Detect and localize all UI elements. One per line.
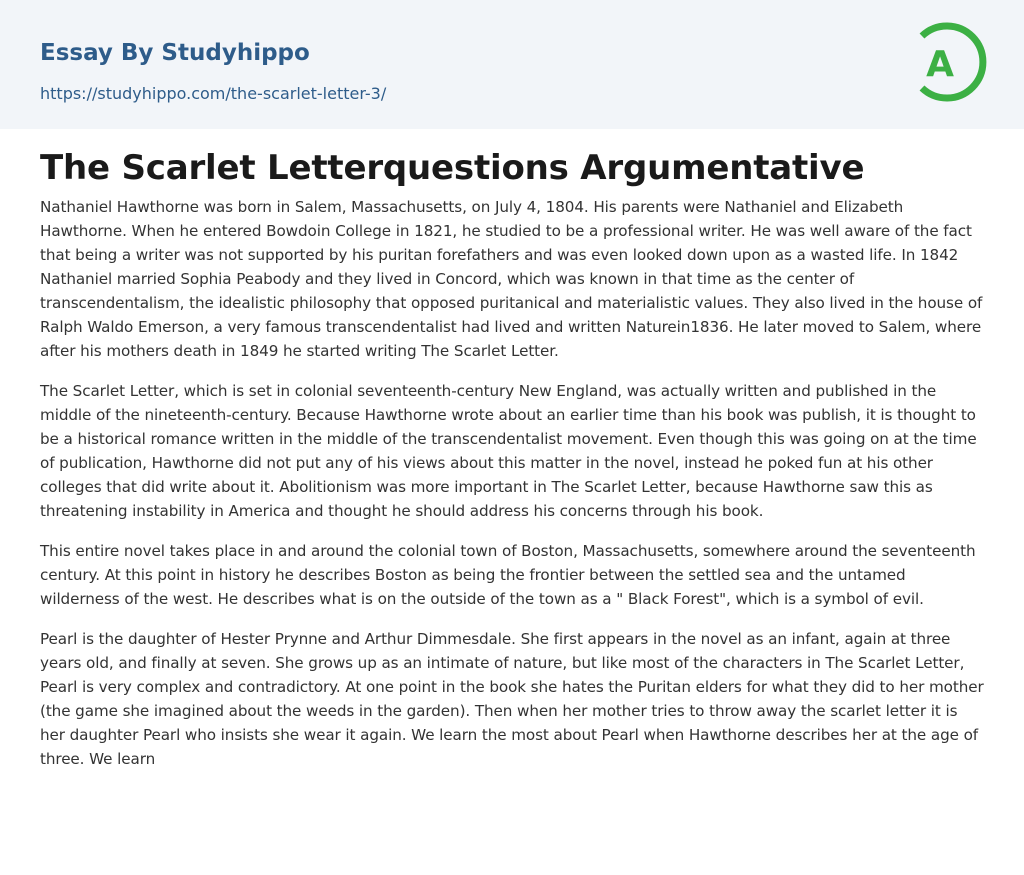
paragraph-3: This entire novel takes place in and around the colonial town of Boston, Massachusetts, somewhere around the seventeenth century. At this point in history he describes Boston as being the frontier between the settled sea and the untamed wilderness of the west. He describes what is on the outside of the town as a " Black Forest", which is a symbol of evil. bbox=[40, 542, 976, 608]
paragraph-4: Pearl is the daughter of Hester Prynne and Arthur Dimmesdale. She first appears in the novel as an infant, again at three years old, and finally at seven. She grows up as an intimate of nature, but like most of the characters in The Scarlet Letter, Pearl is very complex and contradictory. At one point in the book she hates the Puritan elders for what they did to her mother (the game she imagined about the weeds in the garden). Then when her mother tries to throw away the scarlet letter it is her daughter Pearl who insists she wear it again. We learn the most about Pearl when Hawthorne describes her at the age of three. We learn bbox=[40, 630, 984, 768]
logo-letter: A bbox=[926, 44, 954, 85]
paragraph-1: Nathaniel Hawthorne was born in Salem, Massachusetts, on July 4, 1804. His parents were Nathaniel and Elizabeth Hawthorne. When he entered Bowdoin College in 1821, he studied to be a professional writer. He was well aware of the fact that being a writer was not supported by his puritan forefathers and was even looked down upon as a wasted life. In 1842 Nathaniel married Sophia Peabody and they lived in Concord, which was known in that time as the center of transcendentalism, the idealistic philosophy that opposed puritanical and materialistic values. They also lived in the house of Ralph Waldo Emerson, a very famous transcendentalist had lived and written Naturein1836. He later moved to Salem, where after his mothers death in 1849 he started writing The Scarlet Letter. bbox=[40, 198, 983, 360]
paragraph-2: The Scarlet Letter, which is set in colonial seventeenth-century New England, was actually written and published in the middle of the nineteenth-century. Because Hawthorne wrote about an earlier time than his book was publish, it is thought to be a historical romance written in the middle of the transcendentalist movement. Even though this was going on at the time of publication, Hawthorne did not put any of his views about this matter in the novel, instead he poked fun at his other colleges that did write about it. Abolitionism was more important in The Scarlet Letter, because Hawthorne saw this as threatening instability in America and thought he should address his concerns through his book. bbox=[40, 382, 977, 520]
site-header bbox=[0, 0, 1024, 129]
article-body bbox=[0, 129, 1024, 771]
studyhippo-logo-icon[interactable] bbox=[912, 18, 988, 106]
source-url-link[interactable]: https://studyhippo.com/the-scarlet-letter-3/ bbox=[40, 84, 387, 103]
page-title: The Scarlet Letterquestions Argumentative bbox=[40, 148, 865, 188]
site-name[interactable]: Essay By Studyhippo bbox=[40, 40, 310, 66]
